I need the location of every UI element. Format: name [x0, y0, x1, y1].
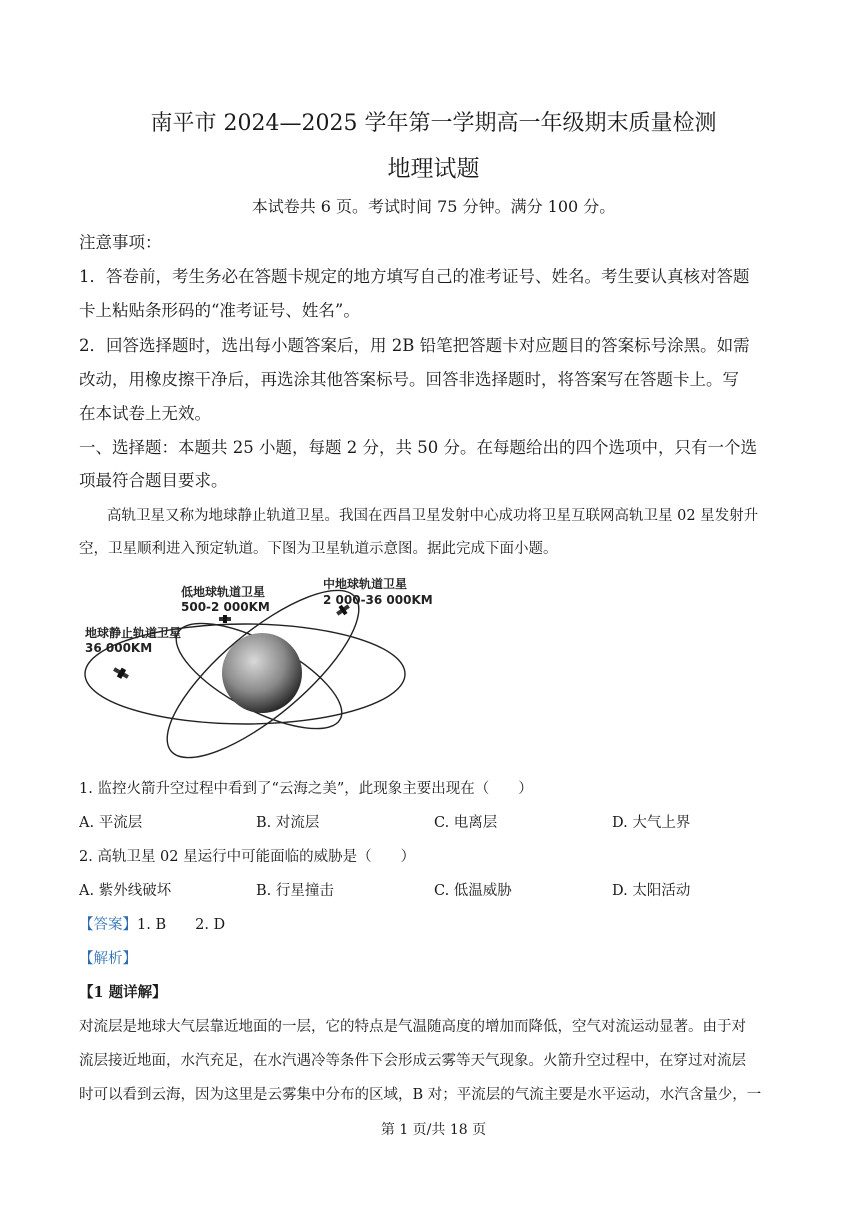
satellite-orbit-figure: [79, 570, 433, 760]
low-orbit-range: 500-2 000KM: [181, 600, 270, 614]
notice-item-1-line-2: 卡上粘贴条形码的“准考证号、姓名”。: [79, 301, 360, 320]
geo-orbit-name: 地球静止轨道卫星: [85, 626, 182, 640]
exam-title: 南平市 2024—2025 学年第一学期高一年级期末质量检测: [150, 111, 717, 136]
geo-orbit-satellite-icon: [112, 665, 131, 682]
section-heading-line-2: 项最符合题目要求。: [79, 471, 228, 490]
analysis-line-2: 流层接近地面，水汽充足，在水汽遇冷等条件下会形成云雾等天气现象。火箭升空过程中，在穿过对流层: [79, 1053, 746, 1069]
answer-line: [79, 913, 225, 934]
q1-analysis-heading: 【1 题详解】: [79, 984, 167, 1001]
analysis-line-1: 对流层是地球大气层靠近地面的一层，它的特点是气温随高度的增加而降低，空气对流运动显著。由于对: [79, 1019, 746, 1035]
question-1-option-d: D. 大气上界: [612, 815, 691, 831]
question-1-option-b: B. 对流层: [256, 815, 320, 831]
earth-globe: [222, 633, 302, 713]
question-2-option-d: D. 太阳活动: [612, 883, 691, 899]
analysis-line-3: 时可以看到云海，因为这里是云雾集中分布的区域，B 对；平流层的气流主要是水平运动，水汽含量少，一: [79, 1087, 762, 1103]
notice-item-1-line-1: 1．答卷前，考生务必在答题卡规定的地方填写自己的准考证号、姓名。考生要认真核对答题: [79, 267, 750, 286]
answer-tag: 【答案】: [79, 917, 137, 933]
notice-item-2-line-1: 2．回答选择题时，选出每小题答案后，用 2B 铅笔把答题卡对应题目的答案标号涂黑。如需: [79, 336, 750, 355]
question-1-option-a: A. 平流层: [79, 815, 143, 831]
question-1-option-c: C. 电离层: [434, 815, 498, 831]
mid-orbit-name: 中地球轨道卫星: [323, 577, 408, 591]
passage-line-2: 空，卫星顺利进入预定轨道。下图为卫星轨道示意图。据此完成下面小题。: [79, 541, 558, 557]
notice-heading: 注意事项：: [79, 233, 162, 252]
section-heading-line-1: 一、选择题：本题共 25 小题，每题 2 分，共 50 分。在每题给出的四个选项中，只有一个选: [79, 438, 757, 457]
subject-title: 地理试题: [387, 156, 480, 182]
page-footer: 第 1 页/共 18 页: [380, 1122, 487, 1138]
question-2-option-c: C. 低温威胁: [434, 883, 512, 899]
geo-orbit-range: 36 000KM: [85, 641, 153, 655]
analysis-tag: 【解析】: [79, 951, 137, 967]
question-2-option-b: B. 行星撞击: [256, 883, 334, 899]
notice-item-2-line-3: 在本试卷上无效。: [79, 404, 211, 423]
mid-orbit-range: 2 000-36 000KM: [323, 593, 433, 607]
question-1-stem: 1. 监控火箭升空过程中看到了“云海之美”，此现象主要出现在（ ）: [79, 781, 533, 797]
passage-line-1: 高轨卫星又称为地球静止轨道卫星。我国在西昌卫星发射中心成功将卫星互联网高轨卫星 02 星发射升: [107, 508, 759, 524]
answer-values: 1. B 2. D: [137, 917, 226, 933]
notice-item-2-line-2: 改动，用橡皮擦干净后，再选涂其他答案标号。回答非选择题时，将答案写在答题卡上。写: [79, 370, 739, 389]
low-orbit-name: 低地球轨道卫星: [181, 585, 266, 599]
low-orbit-satellite-icon: [219, 615, 231, 623]
question-2-stem: 2. 高轨卫星 02 星运行中可能面临的威胁是（ ）: [79, 849, 416, 865]
question-2-option-a: A. 紫外线破坏: [79, 883, 172, 899]
exam-info: 本试卷共 6 页。考试时间 75 分钟。满分 100 分。: [251, 197, 616, 216]
